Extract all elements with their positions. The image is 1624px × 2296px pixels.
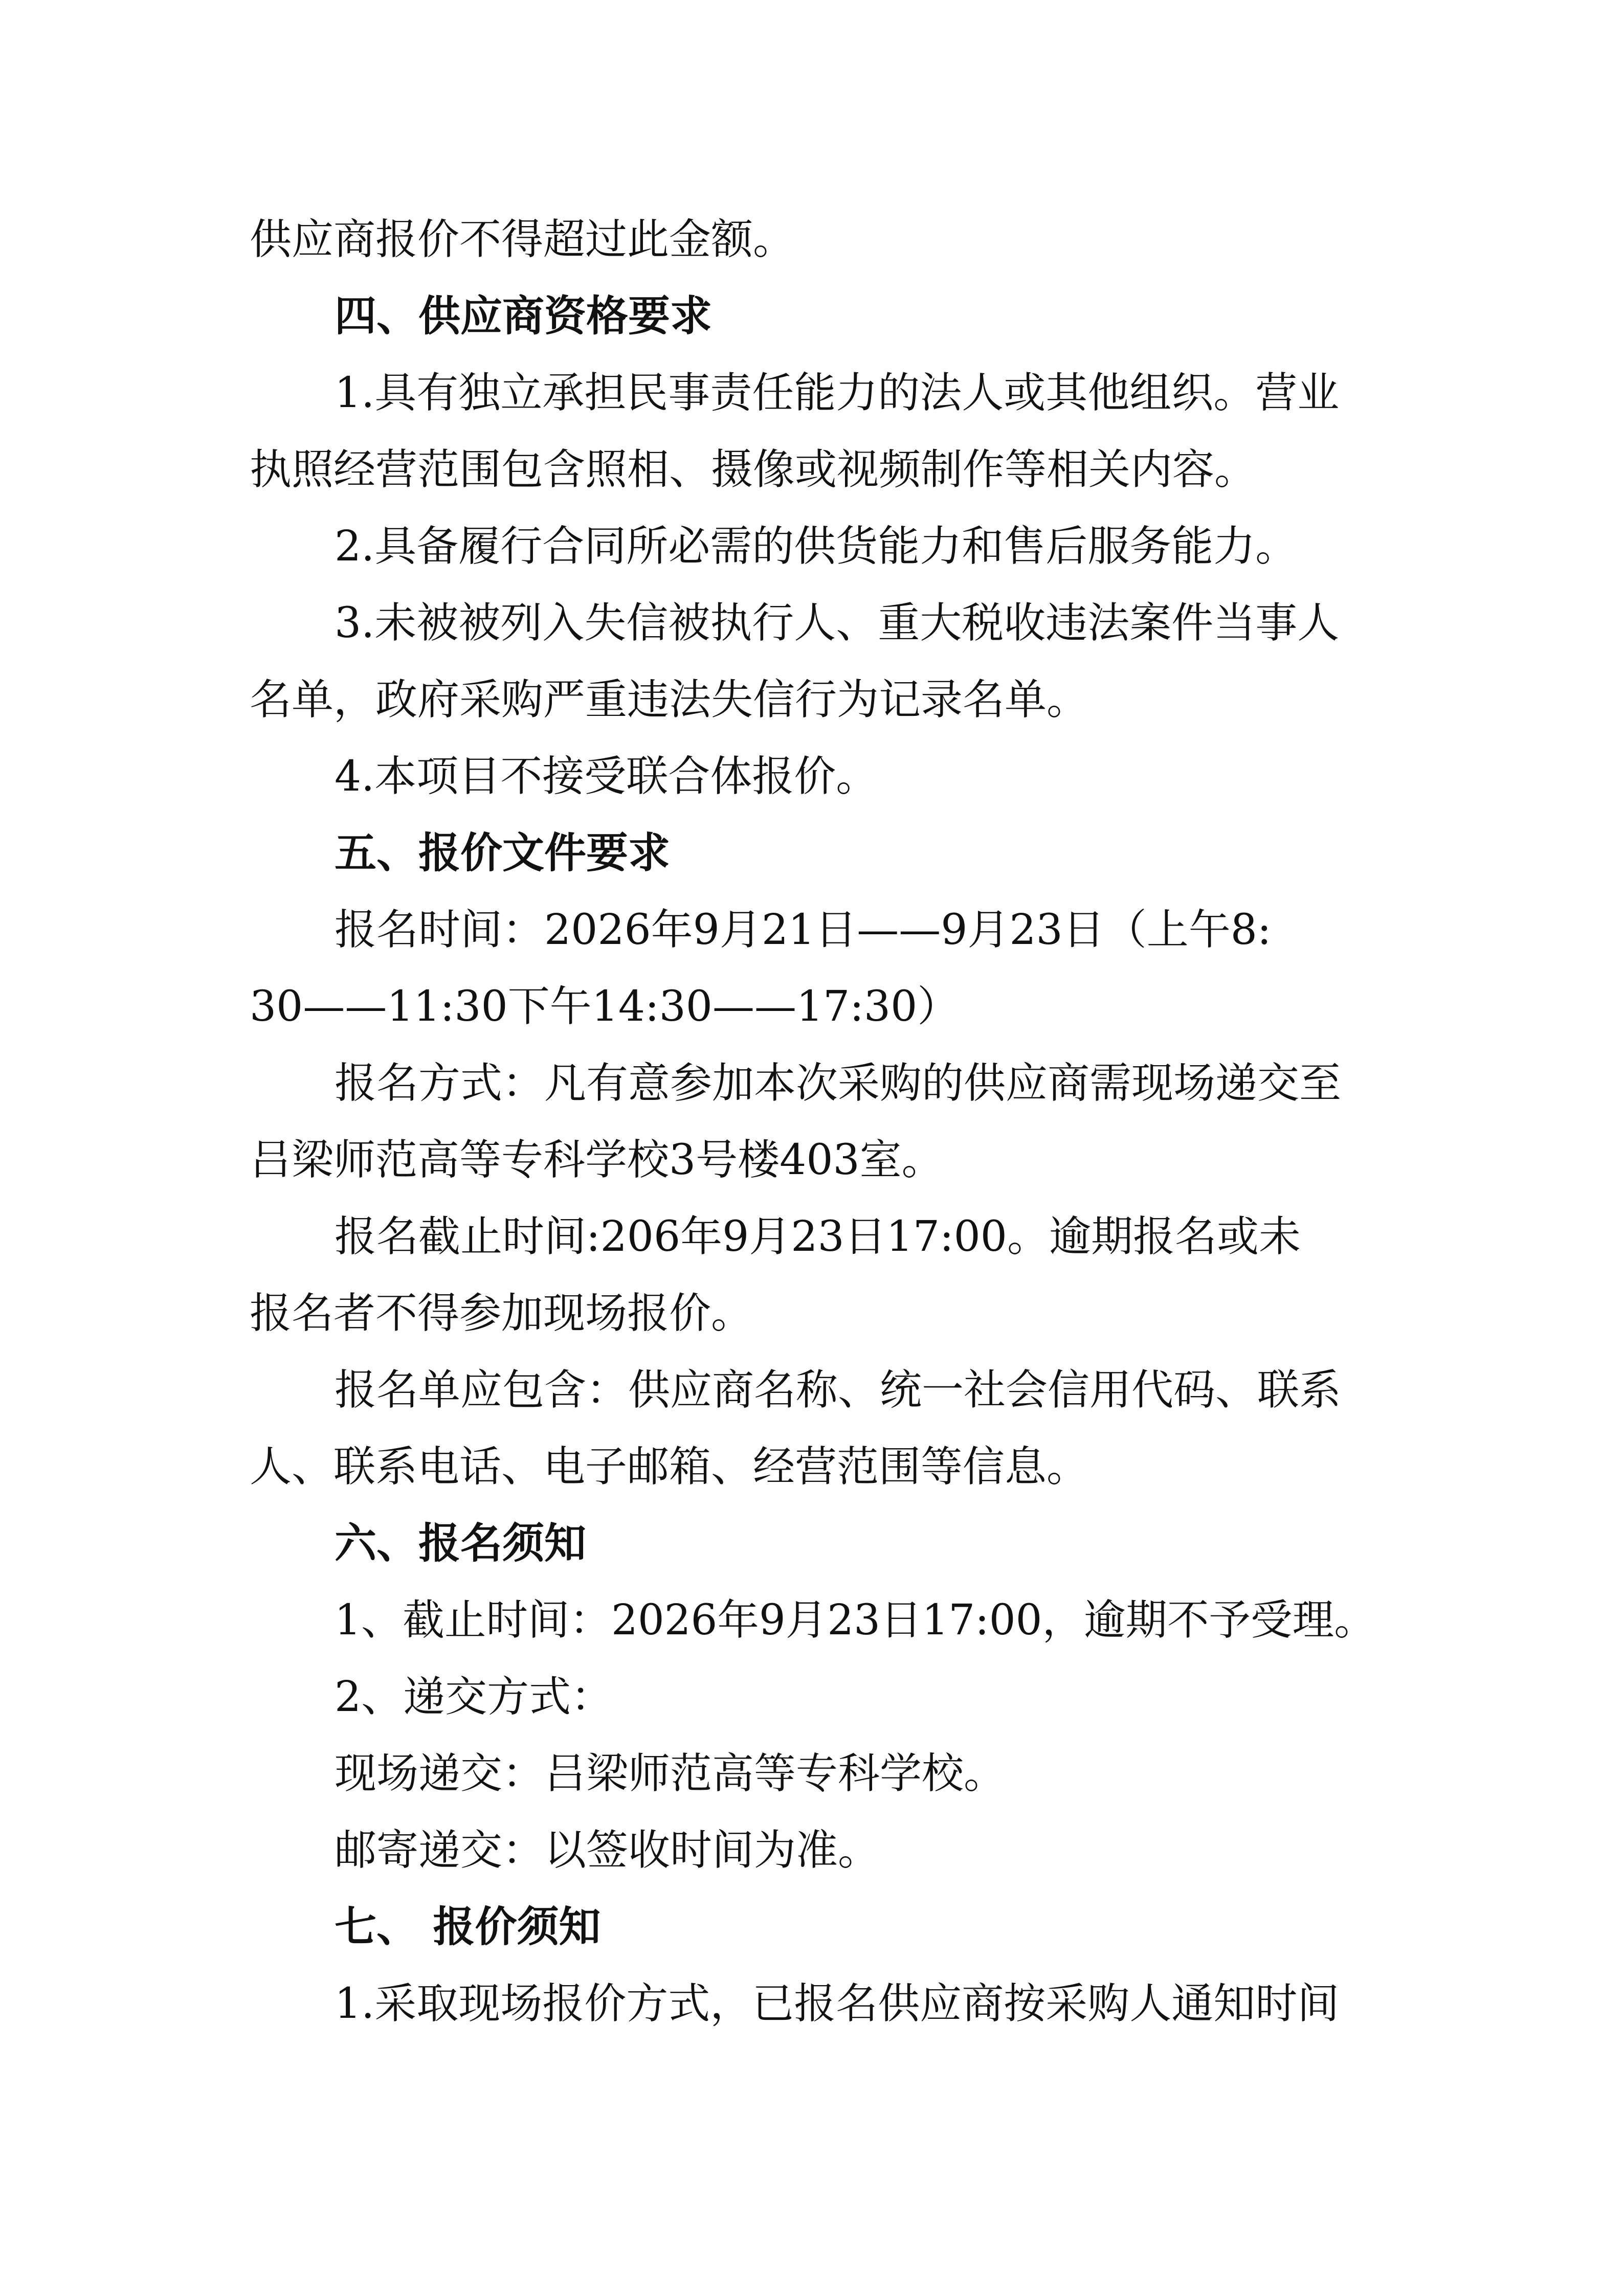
text-line: 现场递交：吕梁师范高等专科学校。 — [335, 1749, 1006, 1798]
section-heading: 四、供应商资格要求 — [335, 292, 713, 341]
section-heading: 七、 报价须知 — [335, 1903, 601, 1951]
section-heading: 五、报价文件要求 — [335, 829, 671, 877]
text-line: 1.采取现场报价方式，已报名供应商按采购人通知时间 — [335, 1979, 1340, 2028]
text-line: 报名方式：凡有意参加本次采购的供应商需现场递交至 — [335, 1059, 1342, 1108]
text-line: 2.具备履行合同所必需的供货能力和售后服务能力。 — [335, 522, 1298, 571]
text-line: 吕梁师范高等专科学校3号楼403室。 — [250, 1136, 944, 1184]
text-line: 邮寄递交：以签收时间为准。 — [335, 1826, 880, 1875]
section-heading: 六、报名须知 — [335, 1519, 587, 1568]
text-line: 3.未被被列入失信被执行人、重大税收违法案件当事人 — [335, 599, 1340, 647]
text-line: 1、截止时间：2026年9月23日17:00，逾期不予受理。 — [335, 1596, 1376, 1645]
text-line: 30——11:30下午14:30——17:30） — [250, 982, 960, 1031]
text-line: 执照经营范围包含照相、摄像或视频制作等相关内容。 — [250, 445, 1257, 494]
text-line: 报名者不得参加现场报价。 — [250, 1289, 753, 1338]
text-line: 2、递交方式： — [335, 1673, 613, 1721]
text-line: 名单，政府采购严重违法失信行为记录名单。 — [250, 676, 1089, 724]
text-line: 报名单应包含：供应商名称、统一社会信用代码、联系 — [335, 1366, 1342, 1414]
text-line: 报名时间：2026年9月21日——9月23日（上午8: — [335, 906, 1272, 954]
text-line: 供应商报价不得超过此金额。 — [250, 215, 795, 264]
text-line: 4.本项目不接受联合体报价。 — [335, 752, 878, 801]
text-line: 1.具有独立承担民事责任能力的法人或其他组织。营业 — [335, 369, 1340, 417]
text-line: 报名截止时间:206年9月23日17:00。逾期报名或未 — [335, 1212, 1301, 1261]
text-line: 人、联系电话、电子邮箱、经营范围等信息。 — [250, 1443, 1089, 1491]
